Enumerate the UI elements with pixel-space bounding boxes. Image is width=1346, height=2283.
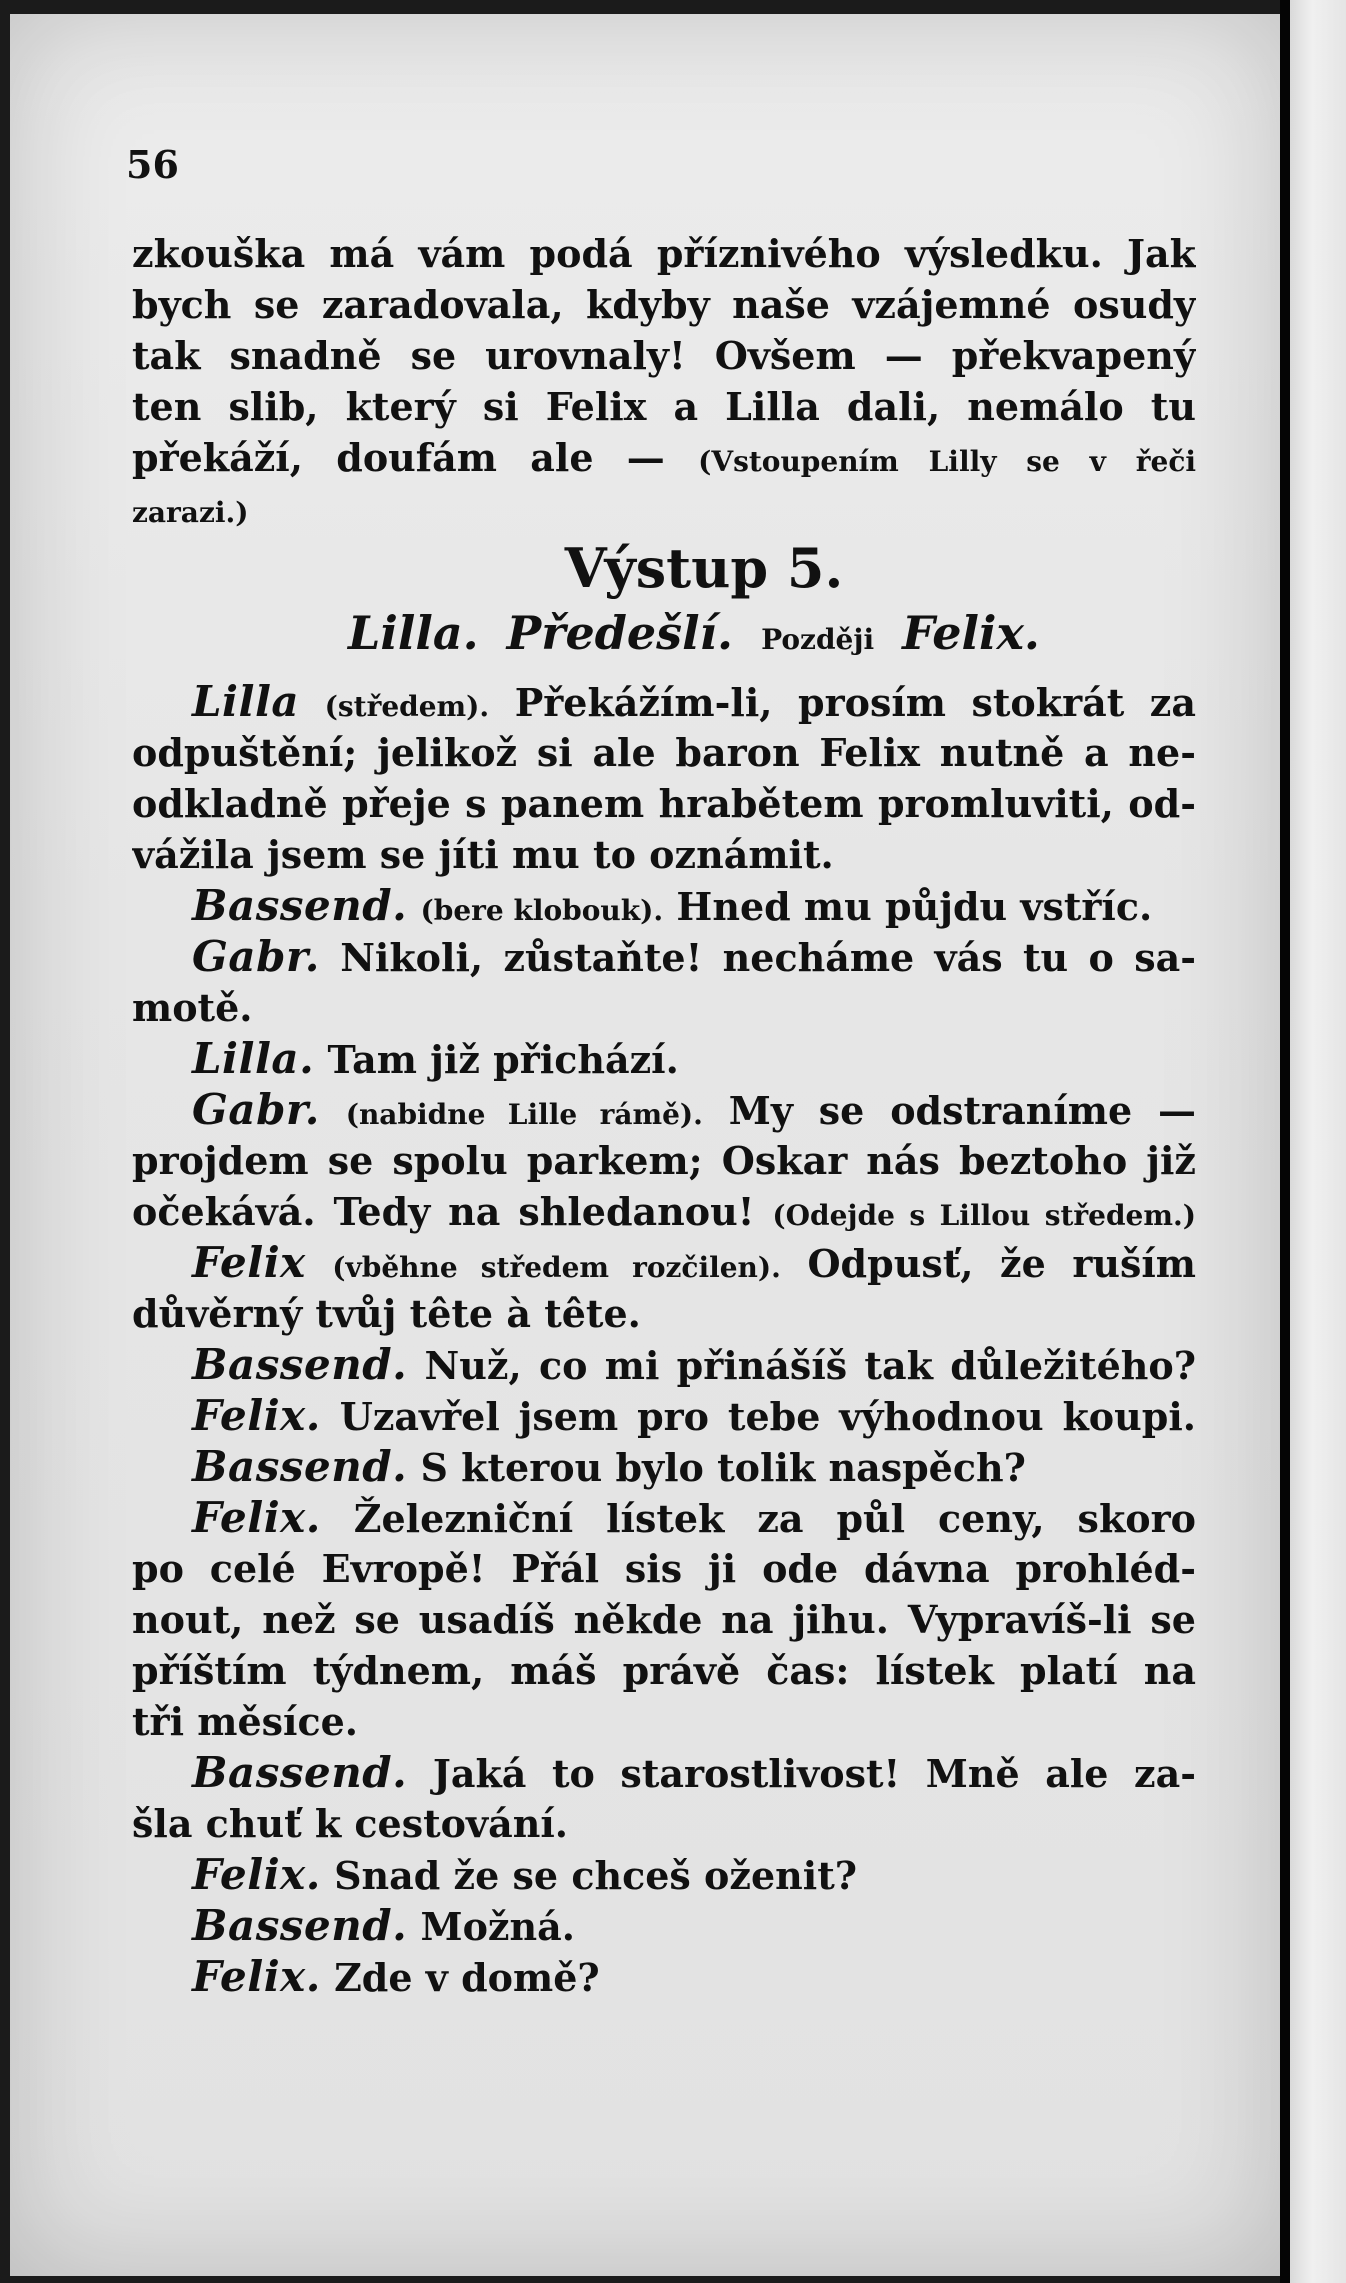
stage-direction: (bere klobouk).: [420, 894, 664, 927]
speaker: Felix.: [192, 1493, 321, 1542]
cast-pozdeji: Později: [761, 623, 875, 656]
text-line: [132, 1186, 1196, 1237]
cast-lilla: Lilla.: [348, 606, 479, 660]
speech: Tam již přichází.: [327, 1037, 679, 1082]
speech: Nikoli, zůstaňte! necháme vás tu o sa-: [340, 935, 1196, 980]
dialogue-line: [132, 676, 1196, 727]
dialogue-line: [132, 1084, 1196, 1135]
text-line: vážila jsem se jíti mu to oznámit.: [132, 832, 834, 877]
dialogue-line: [132, 1492, 1196, 1543]
speech: Zde v domě?: [334, 1955, 600, 2000]
cast-predesli: Předešlí.: [506, 606, 734, 660]
text-line: šla chuť k cestování.: [132, 1801, 569, 1846]
speech: Nuž, co mi přinášíš tak důležitého?: [424, 1343, 1196, 1388]
speaker: Felix.: [192, 1391, 321, 1440]
dialogue-line: [132, 1390, 1196, 1441]
stage-direction: (nabidne Lille rámě).: [345, 1098, 703, 1131]
page-number: 56: [126, 142, 179, 187]
speech: očekává. Tedy na shledanou!: [132, 1189, 755, 1234]
speaker: Bassend.: [192, 1901, 408, 1950]
book-spine-shadow: [1280, 0, 1290, 2283]
dialogue-line: [132, 1339, 1196, 1390]
speech: Možná.: [420, 1904, 575, 1949]
speaker: Lilla.: [192, 1034, 315, 1083]
speech: S kterou bylo tolik naspěch?: [420, 1445, 1026, 1490]
dialogue-line: [132, 1441, 1196, 1492]
speaker: Gabr.: [192, 932, 320, 981]
stage-direction: (Odejde s Lillou středem.): [772, 1199, 1196, 1232]
speaker: Bassend.: [192, 1442, 408, 1491]
text-line: projdem se spolu parkem; Oskar nás beztoho již: [132, 1138, 1196, 1183]
text-line: příštím týdnem, máš právě čas: lístek platí na: [132, 1648, 1196, 1693]
speaker: Felix.: [192, 1952, 321, 2001]
speaker: Felix.: [192, 1850, 321, 1899]
speaker: Bassend.: [192, 1340, 408, 1389]
text-line: motě.: [132, 985, 253, 1030]
dialogue-line: [132, 1849, 1196, 1900]
speaker: Gabr.: [192, 1085, 320, 1134]
text-line: důvěrný tvůj tête à tête.: [132, 1291, 641, 1336]
dialogue-line: [132, 1237, 1196, 1288]
text-line: tři měsíce.: [132, 1699, 358, 1744]
text-line: zkouška má vám podá příznivého výsledku. Jak: [132, 231, 1196, 276]
stage-direction: (středem).: [324, 690, 490, 723]
speaker: Bassend.: [192, 881, 408, 930]
speaker: Felix: [192, 1238, 306, 1287]
stage-direction: (vběhne středem rozčilen).: [332, 1251, 781, 1284]
stage-direction: zarazi.): [132, 496, 249, 529]
text-line: nout, než se usadíš někde na jihu. Vypravíš-li se: [132, 1597, 1196, 1642]
book-page: [10, 14, 1280, 2276]
stage-direction: (Vstoupením Lilly se v řeči: [698, 445, 1196, 478]
text-line: bych se zaradovala, kdyby naše vzájemné osudy: [132, 282, 1196, 327]
speech: Hned mu půjdu vstříc.: [676, 884, 1153, 929]
speech: Jaká to starostlivost! Mně ale za-: [432, 1751, 1196, 1796]
dialogue-line: [132, 1747, 1196, 1798]
cast-felix: Felix.: [902, 606, 1040, 660]
speech: Železniční lístek za půl ceny, skoro: [353, 1496, 1196, 1541]
text-line: [132, 432, 1196, 483]
speech: Uzavřel jsem pro tebe výhodnou koupi.: [339, 1394, 1196, 1439]
text-line: [132, 483, 1196, 534]
speech: Odpusť, že ruším: [807, 1241, 1196, 1286]
speaker: Bassend.: [192, 1748, 408, 1797]
facing-page-edge: [1290, 0, 1346, 2283]
text-line: odkladně přeje s panem hrabětem promluviti, od-: [132, 781, 1196, 826]
text-line: odpuštění; jelikož si ale baron Felix nutně a ne-: [132, 730, 1196, 775]
dialogue-line: [132, 1900, 1196, 1951]
speaker: Lilla: [192, 677, 300, 726]
dialogue-line: [132, 931, 1196, 982]
text-line: po celé Evropě! Přál sis ji ode dávna prohléd-: [132, 1546, 1196, 1591]
dialogue-line: [132, 880, 1196, 931]
speech: Snad že se chceš oženit?: [334, 1853, 858, 1898]
line-text: překáží, doufám ale —: [132, 435, 665, 480]
cast-list: [132, 600, 1196, 666]
text-line: ten slib, který si Felix a Lilla dali, nemálo tu: [132, 384, 1196, 429]
speech: Překážím-li, prosím stokrát za: [514, 680, 1196, 725]
text-block: [132, 228, 1196, 2002]
dialogue-line: [132, 1951, 1196, 2002]
text-line: tak snadně se urovnaly! Ovšem — překvapený: [132, 333, 1196, 378]
dialogue-line: [132, 1033, 1196, 1084]
scene-title: Výstup 5.: [564, 536, 844, 600]
speech: My se odstraníme —: [728, 1088, 1196, 1133]
